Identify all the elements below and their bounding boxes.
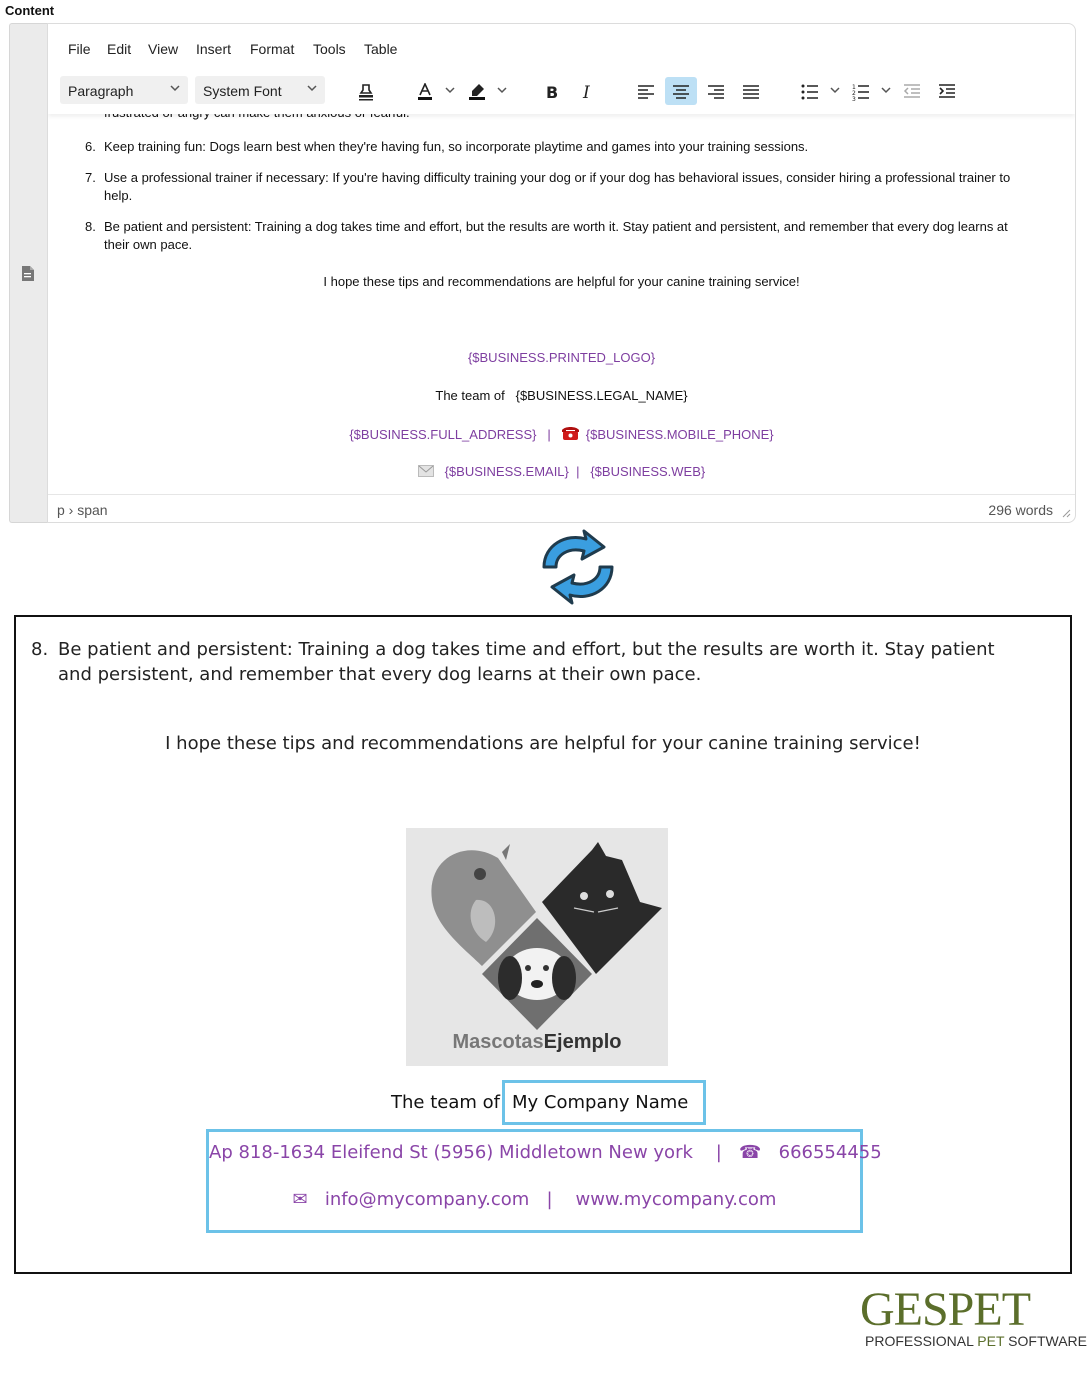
svg-text:2: 2 bbox=[852, 90, 856, 97]
stamp-icon bbox=[357, 83, 375, 101]
separator: | bbox=[547, 427, 551, 442]
email-web-line bbox=[48, 463, 1075, 481]
bullet-list-icon bbox=[801, 83, 819, 101]
logo-text-mascotas: Mascotas bbox=[452, 1031, 544, 1053]
font-family-value: System Font bbox=[203, 83, 282, 99]
preview-team-prefix: The team of bbox=[391, 1092, 500, 1113]
stamp-button[interactable] bbox=[350, 77, 382, 105]
chevron-down-icon[interactable] bbox=[881, 87, 891, 94]
tagline-pet: PET bbox=[977, 1333, 1005, 1349]
chevron-down-icon bbox=[170, 85, 180, 92]
align-center-button[interactable] bbox=[665, 77, 697, 105]
list-item-number: 7. bbox=[85, 170, 96, 185]
text-color-button[interactable] bbox=[409, 77, 441, 105]
chevron-down-icon[interactable] bbox=[497, 87, 507, 94]
address: Ap 818-1634 Eleifend St (5956) Middletown New york bbox=[209, 1142, 693, 1163]
address-variable: {$BUSINESS.FULL_ADDRESS} bbox=[349, 427, 537, 442]
phone: 666554455 bbox=[778, 1142, 882, 1163]
tagline-software: SOFTWARE bbox=[1008, 1333, 1087, 1349]
list-item bbox=[85, 138, 1034, 156]
team-prefix: The team of bbox=[435, 388, 505, 403]
company-name: My Company Name bbox=[512, 1092, 689, 1113]
align-right-button[interactable] bbox=[700, 77, 732, 105]
gespet-brand-logo bbox=[860, 1283, 1087, 1355]
email-web-line bbox=[209, 1189, 860, 1210]
menu-insert[interactable]: Insert bbox=[196, 41, 232, 57]
italic-icon bbox=[578, 83, 596, 101]
bold-icon bbox=[543, 83, 561, 101]
align-right-icon bbox=[707, 83, 725, 101]
content-label: Content bbox=[5, 3, 55, 18]
tagline-professional: PROFESSIONAL bbox=[865, 1333, 974, 1349]
menu-table[interactable]: Table bbox=[364, 41, 398, 57]
website: www.mycompany.com bbox=[575, 1189, 777, 1210]
block-format-select[interactable] bbox=[60, 76, 188, 104]
svg-text:I: I bbox=[583, 83, 590, 101]
highlighter-icon bbox=[468, 83, 486, 101]
editor-sidebar bbox=[9, 23, 47, 523]
chevron-down-icon bbox=[307, 85, 317, 92]
preview-closing: I hope these tips and recommendations are helpful for your canine training service! bbox=[165, 733, 921, 754]
web-variable: {$BUSINESS.WEB} bbox=[590, 464, 706, 479]
list-item bbox=[85, 218, 1034, 254]
svg-text:1: 1 bbox=[852, 84, 856, 91]
logo-variable: {$BUSINESS.PRINTED_LOGO} bbox=[467, 350, 656, 365]
editor-frame bbox=[47, 23, 1076, 523]
editor-content-area[interactable] bbox=[48, 104, 1075, 496]
list-item-number: 6. bbox=[85, 139, 96, 154]
status-bar bbox=[48, 494, 1075, 522]
document-icon[interactable] bbox=[21, 265, 35, 282]
list-item-number: 8. bbox=[85, 219, 96, 234]
text-color-icon bbox=[416, 83, 434, 101]
align-center-icon bbox=[672, 83, 690, 101]
separator: | bbox=[576, 464, 580, 479]
outdent-icon bbox=[903, 83, 921, 101]
company-name-highlight bbox=[502, 1080, 706, 1125]
telephone-icon bbox=[562, 425, 579, 441]
envelope-icon bbox=[418, 465, 434, 477]
menu-tools[interactable]: Tools bbox=[313, 41, 346, 57]
list-item-text: Keep training fun: Dogs learn best when they're having fun, so incorporate playtime and games into your training sessions. bbox=[104, 139, 809, 154]
preview-panel bbox=[14, 615, 1072, 1274]
numbered-list-button[interactable] bbox=[845, 77, 877, 105]
email: info@mycompany.com bbox=[324, 1189, 530, 1210]
email-variable: {$BUSINESS.EMAIL} bbox=[444, 464, 569, 479]
team-line bbox=[48, 387, 1075, 405]
list-item-text: Be patient and persistent: Training a dog takes time and effort, but the results are worth it. Stay patient and persistent, and remember that every dog learns at their own pace. bbox=[104, 219, 1008, 252]
numbered-list-icon bbox=[852, 83, 870, 101]
outdent-button[interactable] bbox=[896, 77, 928, 105]
logo-text-ejemplo: Ejemplo bbox=[543, 1031, 622, 1053]
toolbar bbox=[48, 72, 1075, 114]
separator: | bbox=[546, 1189, 553, 1210]
align-left-button[interactable] bbox=[630, 77, 662, 105]
align-justify-button[interactable] bbox=[735, 77, 767, 105]
phone-icon: ☎ bbox=[739, 1142, 762, 1163]
contact-highlight bbox=[206, 1129, 882, 1233]
company-logo bbox=[406, 828, 668, 1066]
logo-text bbox=[406, 1031, 668, 1054]
closing-paragraph: I hope these tips and recommendations are helpful for your canine training service! bbox=[323, 274, 800, 289]
align-justify-icon bbox=[742, 83, 760, 101]
font-family-select[interactable] bbox=[195, 76, 325, 104]
address-phone-line bbox=[209, 1142, 882, 1163]
menu-view[interactable]: View bbox=[148, 41, 179, 57]
email-icon: ✉ bbox=[292, 1189, 308, 1210]
block-format-value: Paragraph bbox=[68, 83, 134, 99]
list-item-number: 8. bbox=[31, 639, 49, 660]
resize-handle-icon[interactable] bbox=[1062, 509, 1071, 518]
element-path[interactable]: p › span bbox=[57, 502, 108, 518]
menubar bbox=[48, 24, 1075, 72]
menu-edit[interactable]: Edit bbox=[107, 41, 132, 57]
address-phone-line bbox=[48, 425, 1075, 444]
list-item-text: Be patient and persistent: Training a dog takes time and effort, but the results are worth it. Stay patient and persistent, and remember that every dog learns at their own pace. bbox=[58, 639, 995, 685]
separator: | bbox=[715, 1142, 722, 1163]
menu-file[interactable]: File bbox=[68, 41, 91, 57]
rich-text-editor bbox=[9, 23, 1076, 523]
list-item bbox=[85, 169, 1034, 205]
chevron-down-icon[interactable] bbox=[830, 87, 840, 94]
italic-button[interactable] bbox=[571, 77, 603, 105]
highlight-color-button[interactable] bbox=[461, 77, 493, 105]
svg-text:B: B bbox=[546, 83, 559, 101]
legal-name-variable: {$BUSINESS.LEGAL_NAME} bbox=[515, 388, 688, 403]
brand-tagline bbox=[865, 1333, 1087, 1349]
indent-icon bbox=[938, 83, 956, 101]
bold-button[interactable] bbox=[536, 77, 568, 105]
chevron-down-icon[interactable] bbox=[445, 87, 455, 94]
sync-icon bbox=[530, 527, 626, 607]
phone-variable: {$BUSINESS.MOBILE_PHONE} bbox=[585, 427, 774, 442]
menu-format[interactable]: Format bbox=[250, 41, 295, 57]
list-item-text: Use a professional trainer if necessary: If you're having difficulty training your dog or if your dog has behavioral issues, consider hiring a professional trainer to help. bbox=[104, 170, 1011, 203]
word-count[interactable]: 296 words bbox=[988, 502, 1053, 518]
bullet-list-button[interactable] bbox=[794, 77, 826, 105]
svg-text:3: 3 bbox=[852, 96, 856, 101]
brand-wordmark: GESPET bbox=[860, 1283, 1031, 1336]
indent-button[interactable] bbox=[931, 77, 963, 105]
align-left-icon bbox=[637, 83, 655, 101]
preview-list-item bbox=[31, 637, 1008, 687]
